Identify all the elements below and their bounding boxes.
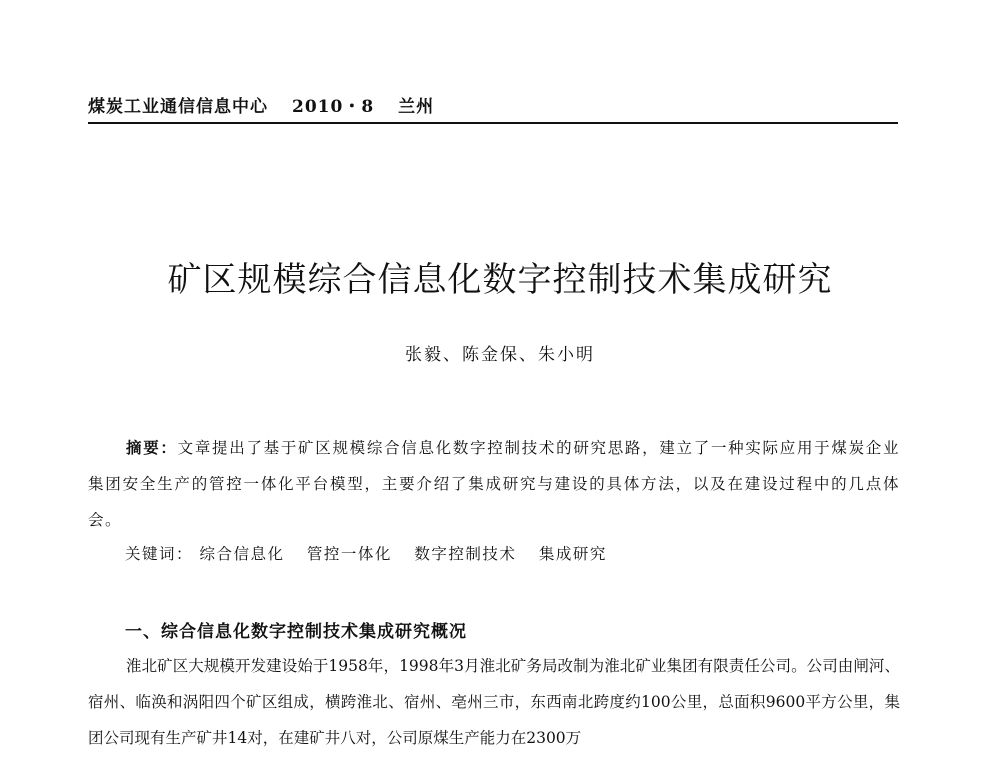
header-city: 兰州 — [398, 97, 435, 117]
keyword-item: 管控一体化 — [306, 545, 392, 563]
abstract-text: 文章提出了基于矿区规模综合信息化数字控制技术的研究思路，建立了一种实际应用于煤炭企业集团安全生产的管控一体化平台模型，主要介绍了集成研究与建设的具体方法，以及在建设过程中的几点体会。 — [88, 439, 900, 529]
header-rule — [88, 122, 898, 124]
abstract — [88, 430, 900, 538]
keyword-item: 综合信息化 — [199, 545, 285, 563]
author-list: 张毅、陈金保、朱小明 — [405, 345, 595, 365]
keywords — [125, 542, 623, 564]
paper-title: 矿区规模综合信息化数字控制技术集成研究 — [167, 260, 833, 300]
section-heading: 一、综合信息化数字控制技术集成研究概况 — [125, 622, 467, 642]
header-org: 煤炭工业通信信息中心 — [88, 97, 268, 117]
section-body: 淮北矿区大规模开发建设始于1958年，1998年3月淮北矿务局改制为淮北矿业集团有限责任公司。公司由闸河、宿州、临涣和涡阳四个矿区组成，横跨淮北、宿州、亳州三市，东西南北跨度约100公里，总面积9600平方公里，集团公司现有生产矿井14对，在建矿井八对，公司原煤生产能力在2300万 — [88, 657, 900, 747]
header-date: 2010・8 — [292, 97, 375, 117]
abstract-label: 摘要： — [126, 438, 178, 457]
keyword-item: 数字控制技术 — [414, 545, 517, 563]
keyword-item: 集成研究 — [538, 545, 607, 563]
running-header — [88, 92, 434, 117]
keywords-label: 关键词： — [125, 545, 194, 563]
